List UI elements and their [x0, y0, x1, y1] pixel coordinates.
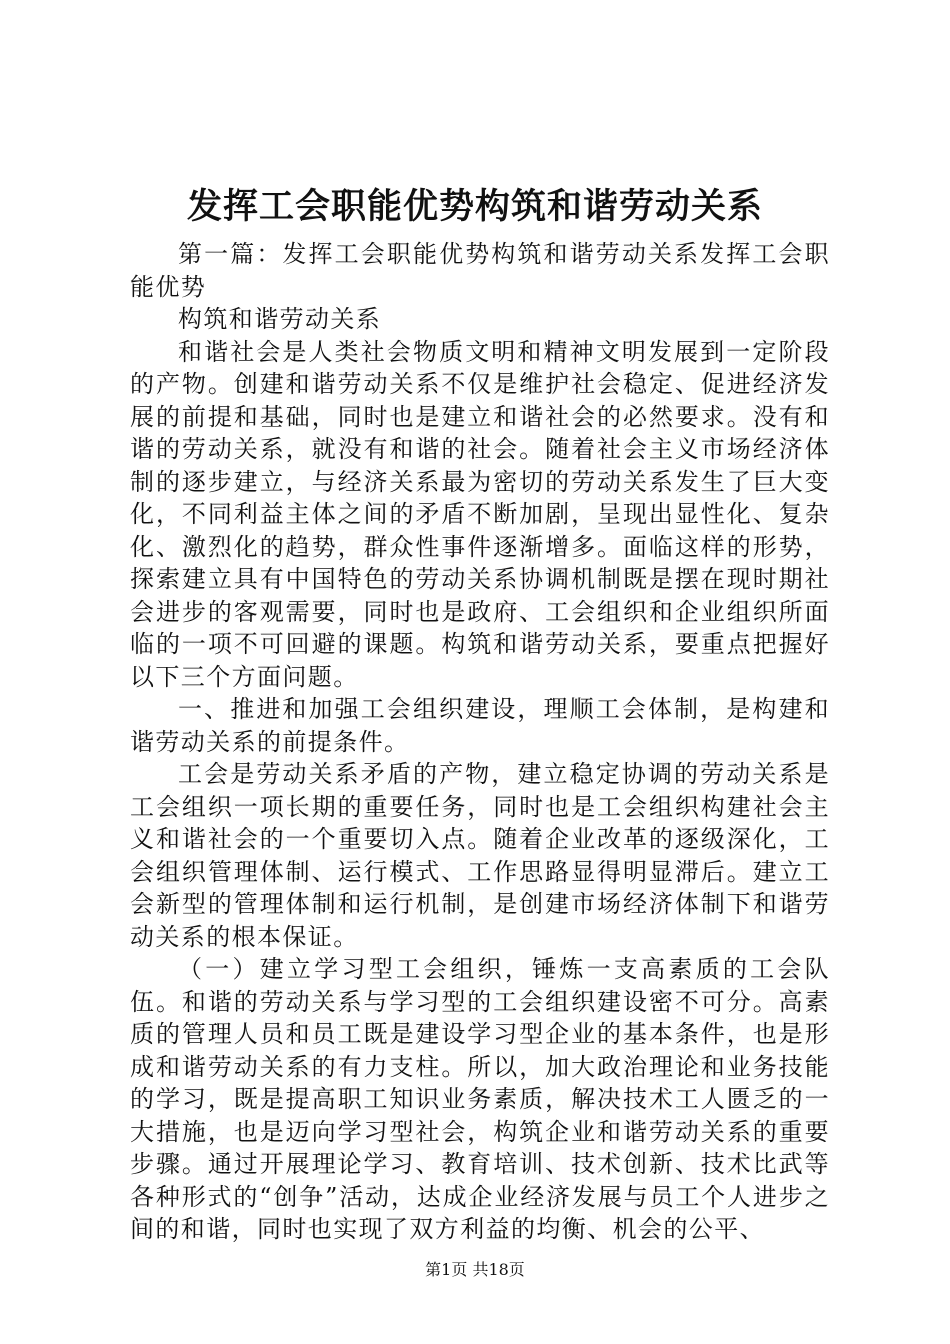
page-indicator: 第1页 共18页 — [425, 1260, 525, 1279]
document-body — [130, 238, 830, 1246]
paragraph-union-role: 工会是劳动关系矛盾的产物，建立稳定协调的劳动关系是工会组织一项长期的重要任务，同时也是工会组织构建社会主义和谐社会的一个重要切入点。随着企业改革的逐级深化，工会组织管理体制、运行模式、工作思路显得明显滞后。建立工会新型的管理体制和运行机制，是创建市场经济体制下和谐劳动关系的根本保证。 — [130, 760, 830, 951]
paragraph-learning-union: （一）建立学习型工会组织，锤炼一支高素质的工会队伍。和谐的劳动关系与学习型的工会组织建设密不可分。高素质的管理人员和员工既是建设学习型企业的基本条件，也是形成和谐劳动关系的有力支柱。所以，加大政治理论和业务技能的学习，既是提高职工知识业务素质，解决技术工人匮乏的一大措施，也是迈向学习型社会，构筑企业和谐劳动关系的重要步骤。通过开展理论学习、教育培训、技术创新、技术比武等各种形式的“创争”活动，达成企业经济发展与员工个人进步之间的和谐，同时也实现了双方利益的均衡、机会的公平、 — [130, 955, 830, 1243]
paragraph-harmonious-society: 和谐社会是人类社会物质文明和精神文明发展到一定阶段的产物。创建和谐劳动关系不仅是维护社会稳定、促进经济发展的前提和基础，同时也是建立和谐社会的必然要求。没有和谐的劳动关系，就没有和谐的社会。随着社会主义市场经济体制的逐步建立，与经济关系最为密切的劳动关系发生了巨大变化，不同利益主体之间的矛盾不断加剧，呈现出显性化、复杂化、激烈化的趋势，群众性事件逐渐增多。面临这样的形势，探索建立具有中国特色的劳动关系协调机制既是摆在现时期社会进步的客观需要，同时也是政府、工会组织和企业组织所面临的一项不可回避的课题。构筑和谐劳动关系，要重点把握好以下三个方面问题。 — [130, 337, 830, 691]
paragraph-section-one-heading: 一、推进和加强工会组织建设，理顺工会体制，是构建和谐劳动关系的前提条件。 — [130, 695, 830, 756]
paragraph-intro-heading: 第一篇：发挥工会职能优势构筑和谐劳动关系发挥工会职能优势 — [130, 240, 830, 301]
paragraph-subheading: 构筑和谐劳动关系 — [178, 305, 382, 333]
document-title: 发挥工会职能优势构筑和谐劳动关系 — [186, 186, 763, 227]
